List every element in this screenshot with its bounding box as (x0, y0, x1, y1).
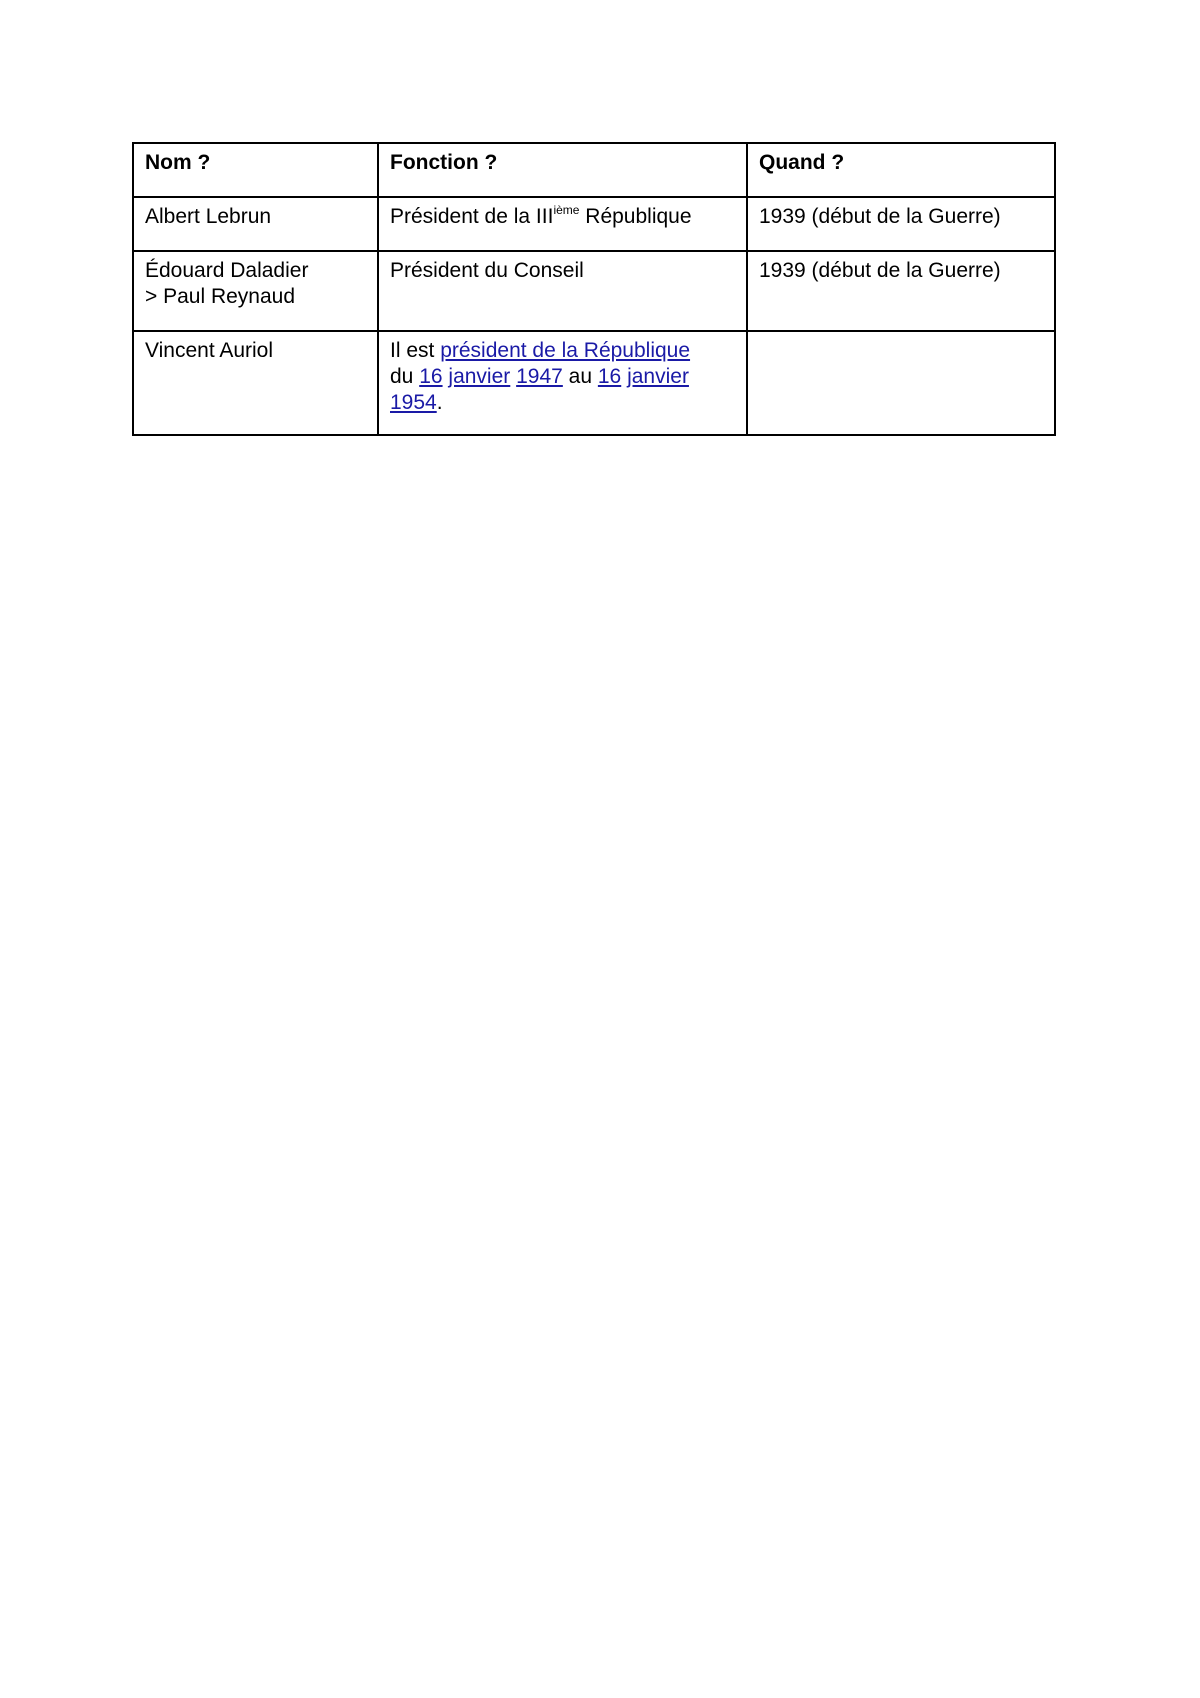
cell-quand (747, 331, 1055, 435)
table-row (133, 197, 1055, 251)
cell-fonction (378, 331, 747, 435)
link-day-16[interactable]: 16 (419, 365, 443, 388)
link-janvier[interactable]: janvier (627, 365, 689, 388)
table-row (133, 331, 1055, 435)
fonction-text: . (436, 391, 443, 414)
fonction-prefix: Président de la III (390, 205, 554, 228)
cell-nom (133, 251, 378, 331)
link-janvier[interactable]: janvier (448, 365, 511, 388)
cell-quand: 1939 (début de la Guerre) (747, 251, 1055, 331)
fonction-suffix: République (579, 205, 692, 228)
fonction-text: Il est (390, 339, 441, 362)
fonction-superscript: ième (553, 203, 580, 217)
table-row (133, 251, 1055, 331)
link-president-republique[interactable]: président de la République (440, 339, 691, 362)
cell-fonction (378, 197, 747, 251)
table-header-row (133, 143, 1055, 197)
header-fonction: Fonction ? (378, 143, 747, 197)
header-nom: Nom ? (133, 143, 378, 197)
link-year-1954[interactable]: 1954 (390, 391, 437, 414)
cell-nom: Vincent Auriol (133, 331, 378, 435)
cell-quand: 1939 (début de la Guerre) (747, 197, 1055, 251)
fonction-text: du (390, 365, 420, 388)
cell-nom: Albert Lebrun (133, 197, 378, 251)
nom-line-2: > Paul Reynaud (145, 285, 296, 308)
nom-line-1: Édouard Daladier (145, 259, 309, 282)
cell-fonction: Président du Conseil (378, 251, 747, 331)
link-day-16[interactable]: 16 (597, 365, 622, 388)
link-year-1947[interactable]: 1947 (516, 365, 563, 388)
fonction-text: au (562, 365, 598, 388)
header-quand: Quand ? (747, 143, 1055, 197)
persons-table (132, 142, 1056, 436)
